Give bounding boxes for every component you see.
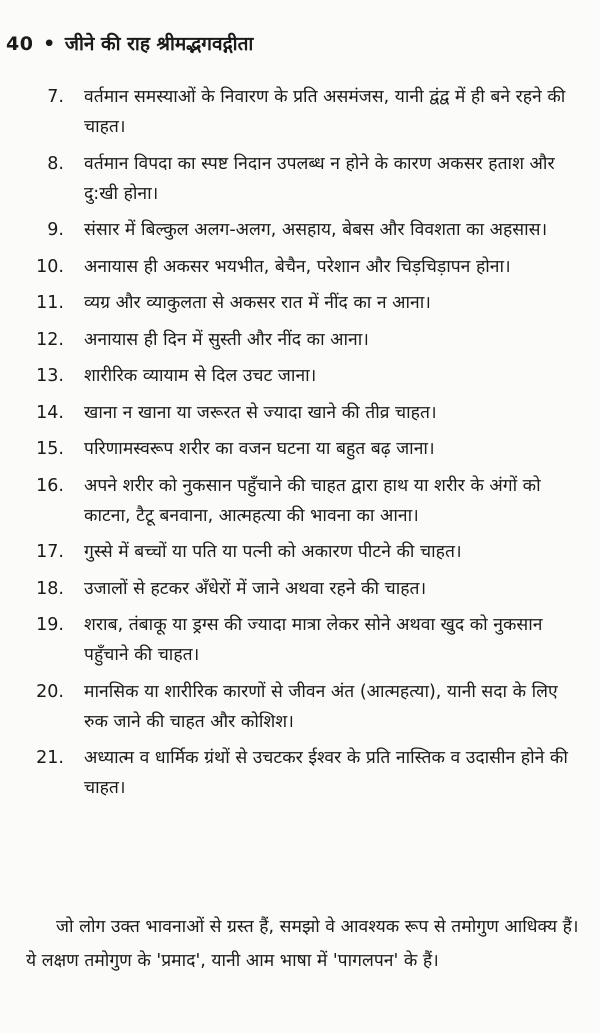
item-text: अपने शरीर को नुकसान पहुँचाने की चाहत द्वारा हाथ या शरीर के अंगों को काटना, टैटू बनवाना, आत्महत्या की भावना का आना।	[84, 475, 541, 526]
page-number: 40	[6, 33, 34, 55]
item-text: अध्यात्म व धार्मिक ग्रंथों से उचटकर ईश्वर के प्रति नास्तिक व उदासीन होने की चाहत।	[84, 748, 568, 798]
list-item	[0, 537, 600, 567]
item-number: 10.	[36, 256, 64, 277]
item-text: संसार में बिल्कुल अलग-अलग, असहाय, बेबस और विवशता का अहसास।	[84, 220, 548, 240]
list-item	[0, 215, 600, 245]
item-number: 12.	[36, 329, 64, 350]
item-number: 15.	[36, 439, 64, 459]
item-text: उजालों से हटकर अँधेरों में जाने अथवा रहने की चाहत।	[84, 578, 427, 599]
list-item	[0, 471, 600, 531]
item-text: परिणामस्वरूप शरीर का वजन घटना या बहुत बढ़ जाना।	[84, 439, 435, 459]
book-title: जीने की राह श्रीमद्भगवद्गीता	[64, 33, 254, 55]
list-item	[0, 743, 600, 803]
symptom-list	[0, 82, 600, 810]
item-text: शराब, तंबाकू या ड्रग्स की ज्यादा मात्रा लेकर सोने अथवा खुद को नुकसान पहुँचाने की चाहत।	[84, 615, 543, 665]
item-number: 16.	[36, 475, 64, 496]
item-text: वर्तमान समस्याओं के निवारण के प्रति असमंजस, यानी द्वंद्व में ही बने रहने की चाहत।	[84, 87, 566, 137]
list-item	[0, 677, 600, 737]
list-item	[0, 288, 600, 318]
item-text: अनायास ही दिन में सुस्ती और नींद का आना।	[84, 329, 369, 350]
item-text: अनायास ही अकसर भयभीत, बेचैन, परेशान और चिड़चिड़ापन होना।	[84, 256, 511, 277]
item-text: व्यग्र और व्याकुलता से अकसर रात में नींद का न आना।	[84, 293, 431, 313]
item-number: 20.	[36, 681, 64, 702]
item-number: 19.	[36, 615, 64, 635]
item-text: गुस्से में बच्चों या पति या पत्नी को अकारण पीटने की चाहत।	[84, 542, 462, 562]
header-separator: •	[43, 33, 56, 55]
item-number: 17.	[36, 542, 64, 562]
item-number: 11.	[36, 293, 64, 313]
item-number: 8.	[47, 153, 64, 174]
list-item	[0, 434, 600, 464]
list-item	[0, 398, 600, 428]
closing-paragraph: जो लोग उक्त भावनाओं से ग्रस्त हैं, समझो वे आवश्यक रूप से तमोगुण आधिक्य हैं। ये लक्षण तमोगुण के 'प्रमाद', यानी आम भाषा में 'पागलपन' के हैं।	[26, 917, 579, 971]
item-text: मानसिक या शारीरिक कारणों से जीवन अंत (आत्महत्या), यानी सदा के लिए रुक जाने की चाहत और कोशिश।	[84, 681, 558, 732]
running-head	[6, 30, 253, 58]
item-text: शारीरिक व्यायाम से दिल उचट जाना।	[84, 366, 317, 386]
list-item	[0, 149, 600, 209]
list-item	[0, 574, 600, 604]
item-number: 14.	[36, 402, 64, 423]
item-number: 13.	[36, 366, 64, 386]
list-item	[0, 82, 600, 142]
list-item	[0, 325, 600, 355]
item-number: 21.	[36, 748, 64, 768]
item-text: खाना न खाना या जरूरत से ज्यादा खाने की तीव्र चाहत।	[84, 402, 437, 423]
list-item	[0, 610, 600, 670]
item-number: 9.	[47, 220, 64, 240]
item-number: 18.	[36, 578, 64, 599]
list-item	[0, 361, 600, 391]
item-number: 7.	[47, 87, 64, 107]
item-text: वर्तमान विपदा का स्पष्ट निदान उपलब्ध न होने के कारण अकसर हताश और दु:खी होना।	[84, 153, 555, 204]
list-item	[0, 252, 600, 282]
